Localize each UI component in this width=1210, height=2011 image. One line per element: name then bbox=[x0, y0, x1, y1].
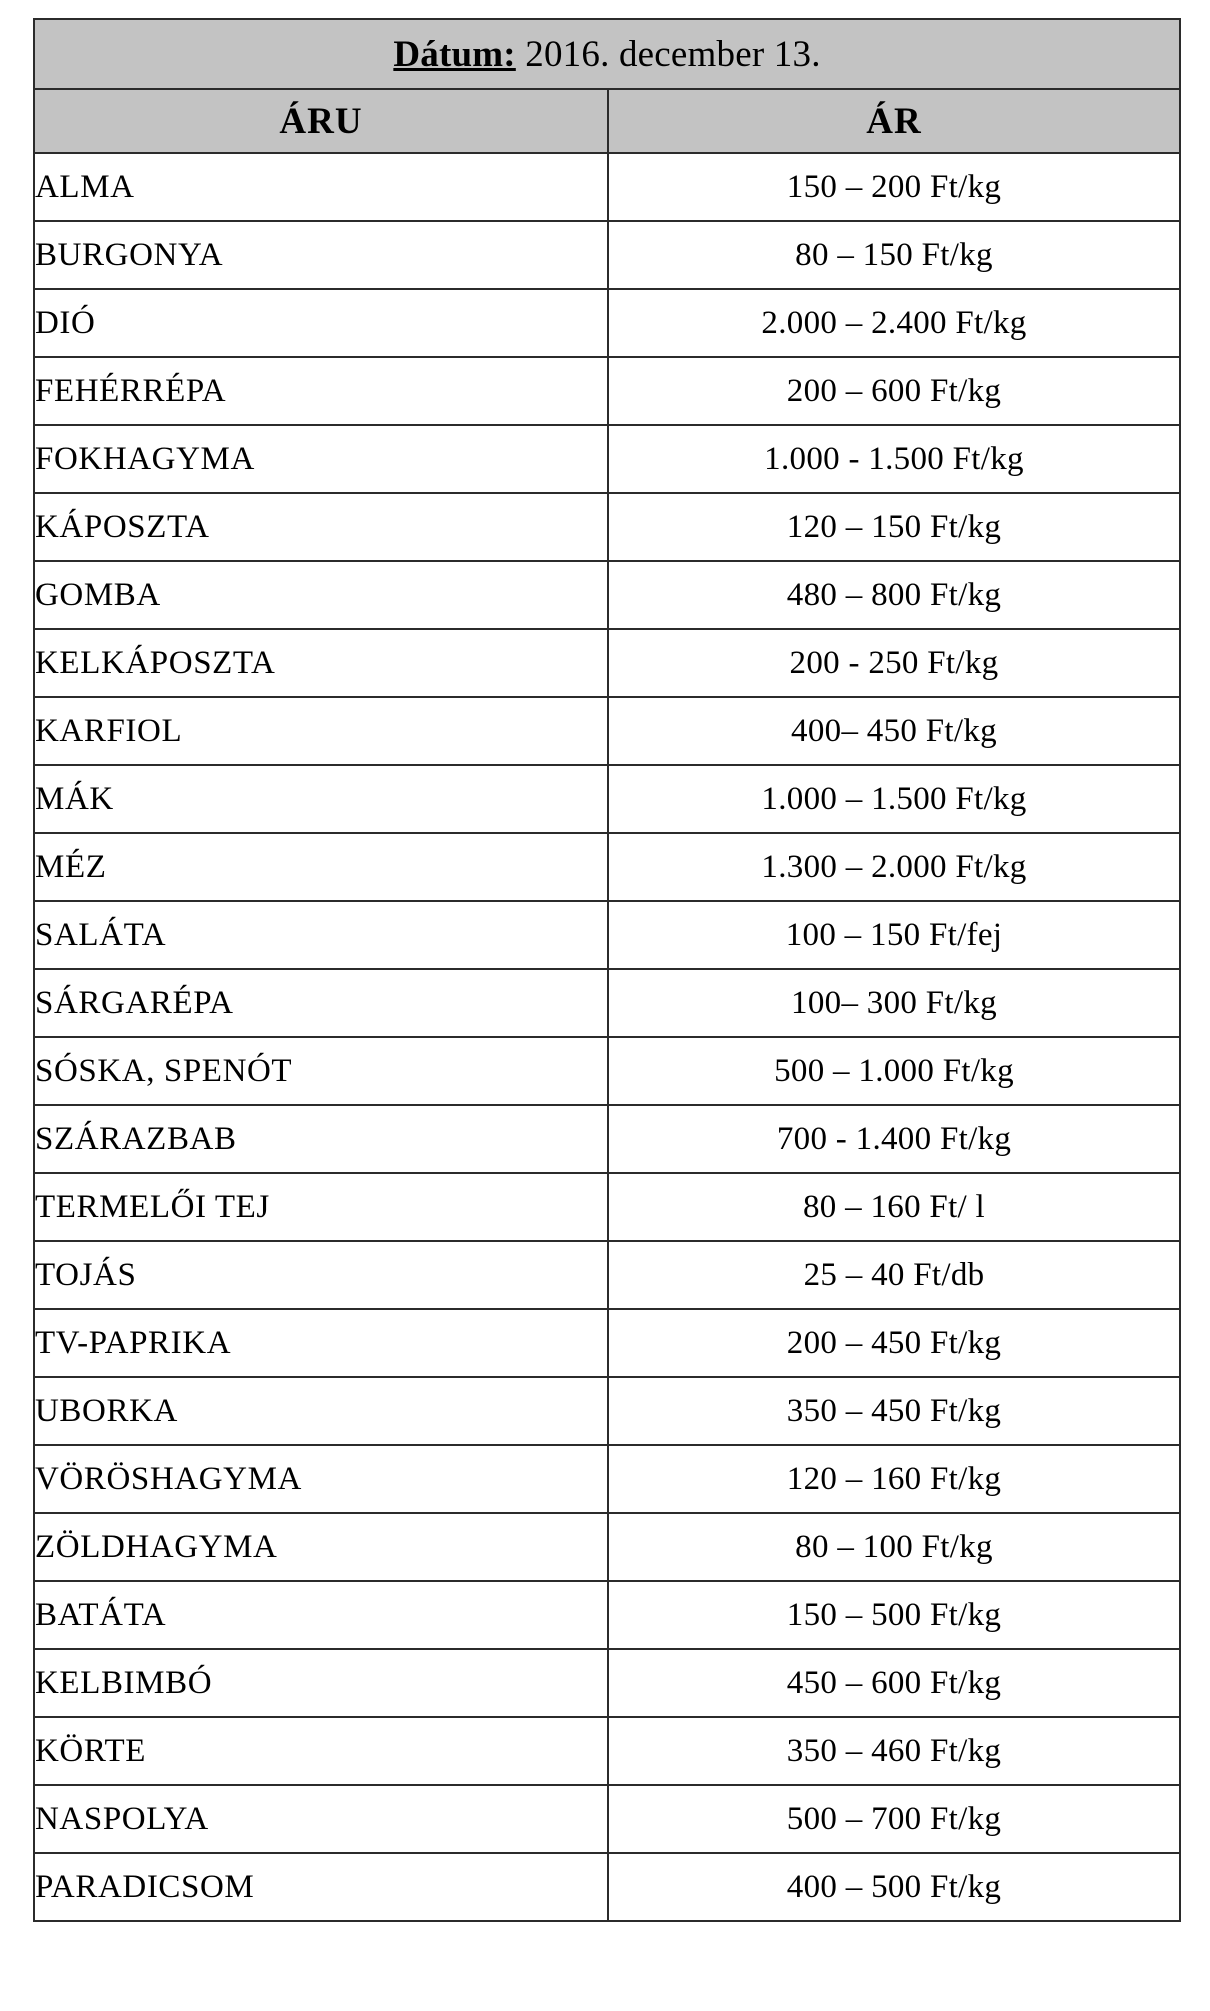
goods-name: ALMA bbox=[34, 153, 608, 221]
goods-price: 400– 450 Ft/kg bbox=[608, 697, 1180, 765]
goods-price: 450 – 600 Ft/kg bbox=[608, 1649, 1180, 1717]
table-row bbox=[34, 357, 1180, 425]
goods-price: 2.000 – 2.400 Ft/kg bbox=[608, 289, 1180, 357]
goods-price: 25 – 40 Ft/db bbox=[608, 1241, 1180, 1309]
goods-name: SÁRGARÉPA bbox=[34, 969, 608, 1037]
goods-name: TERMELŐI TEJ bbox=[34, 1173, 608, 1241]
goods-price: 350 – 450 Ft/kg bbox=[608, 1377, 1180, 1445]
goods-name: KARFIOL bbox=[34, 697, 608, 765]
table-row bbox=[34, 1037, 1180, 1105]
table-row bbox=[34, 1377, 1180, 1445]
goods-name: PARADICSOM bbox=[34, 1853, 608, 1921]
table-row bbox=[34, 969, 1180, 1037]
goods-price: 80 – 100 Ft/kg bbox=[608, 1513, 1180, 1581]
goods-price: 500 – 1.000 Ft/kg bbox=[608, 1037, 1180, 1105]
goods-price: 200 - 250 Ft/kg bbox=[608, 629, 1180, 697]
table-row bbox=[34, 765, 1180, 833]
goods-name: KÁPOSZTA bbox=[34, 493, 608, 561]
goods-name: KELKÁPOSZTA bbox=[34, 629, 608, 697]
table-row bbox=[34, 901, 1180, 969]
table-row bbox=[34, 1513, 1180, 1581]
column-header-goods: ÁRU bbox=[34, 89, 608, 153]
table-row bbox=[34, 153, 1180, 221]
date-label: Dátum: bbox=[393, 33, 516, 75]
goods-name: MÁK bbox=[34, 765, 608, 833]
goods-name: ZÖLDHAGYMA bbox=[34, 1513, 608, 1581]
table-row bbox=[34, 1241, 1180, 1309]
table-body bbox=[34, 19, 1180, 1921]
table-row bbox=[34, 289, 1180, 357]
goods-name: FEHÉRRÉPA bbox=[34, 357, 608, 425]
table-row bbox=[34, 425, 1180, 493]
goods-price: 1.000 - 1.500 Ft/kg bbox=[608, 425, 1180, 493]
date-value: 2016. december 13. bbox=[525, 33, 821, 75]
goods-name: TV-PAPRIKA bbox=[34, 1309, 608, 1377]
table-row bbox=[34, 1853, 1180, 1921]
goods-price: 100– 300 Ft/kg bbox=[608, 969, 1180, 1037]
goods-price: 200 – 600 Ft/kg bbox=[608, 357, 1180, 425]
table-row bbox=[34, 629, 1180, 697]
goods-price: 150 – 500 Ft/kg bbox=[608, 1581, 1180, 1649]
goods-price: 480 – 800 Ft/kg bbox=[608, 561, 1180, 629]
date-row bbox=[34, 19, 1180, 89]
goods-price: 120 – 160 Ft/kg bbox=[608, 1445, 1180, 1513]
goods-price: 80 – 160 Ft/ l bbox=[608, 1173, 1180, 1241]
table-row bbox=[34, 1581, 1180, 1649]
goods-name: SALÁTA bbox=[34, 901, 608, 969]
goods-name: UBORKA bbox=[34, 1377, 608, 1445]
goods-price: 150 – 200 Ft/kg bbox=[608, 153, 1180, 221]
goods-name: BURGONYA bbox=[34, 221, 608, 289]
goods-name: KELBIMBÓ bbox=[34, 1649, 608, 1717]
table-row bbox=[34, 221, 1180, 289]
goods-name: MÉZ bbox=[34, 833, 608, 901]
goods-name: TOJÁS bbox=[34, 1241, 608, 1309]
goods-name: FOKHAGYMA bbox=[34, 425, 608, 493]
goods-price: 1.000 – 1.500 Ft/kg bbox=[608, 765, 1180, 833]
goods-name: VÖRÖSHAGYMA bbox=[34, 1445, 608, 1513]
goods-price: 500 – 700 Ft/kg bbox=[608, 1785, 1180, 1853]
goods-price: 200 – 450 Ft/kg bbox=[608, 1309, 1180, 1377]
goods-price: 80 – 150 Ft/kg bbox=[608, 221, 1180, 289]
table-row bbox=[34, 493, 1180, 561]
goods-price: 120 – 150 Ft/kg bbox=[608, 493, 1180, 561]
goods-name: NASPOLYA bbox=[34, 1785, 608, 1853]
date-cell bbox=[34, 19, 1180, 89]
table-row bbox=[34, 1105, 1180, 1173]
goods-price: 350 – 460 Ft/kg bbox=[608, 1717, 1180, 1785]
goods-name: KÖRTE bbox=[34, 1717, 608, 1785]
header-row bbox=[34, 89, 1180, 153]
goods-name: SÓSKA, SPENÓT bbox=[34, 1037, 608, 1105]
goods-price: 1.300 – 2.000 Ft/kg bbox=[608, 833, 1180, 901]
goods-price: 100 – 150 Ft/fej bbox=[608, 901, 1180, 969]
table-row bbox=[34, 697, 1180, 765]
goods-price: 700 - 1.400 Ft/kg bbox=[608, 1105, 1180, 1173]
table-row bbox=[34, 561, 1180, 629]
table-row bbox=[34, 1309, 1180, 1377]
column-header-price: ÁR bbox=[608, 89, 1180, 153]
goods-name: SZÁRAZBAB bbox=[34, 1105, 608, 1173]
goods-price: 400 – 500 Ft/kg bbox=[608, 1853, 1180, 1921]
table-row bbox=[34, 1649, 1180, 1717]
table-row bbox=[34, 1717, 1180, 1785]
table-row bbox=[34, 833, 1180, 901]
goods-name: GOMBA bbox=[34, 561, 608, 629]
table-row bbox=[34, 1173, 1180, 1241]
table-row bbox=[34, 1785, 1180, 1853]
price-list-table bbox=[33, 18, 1181, 1922]
table-row bbox=[34, 1445, 1180, 1513]
goods-name: DIÓ bbox=[34, 289, 608, 357]
goods-name: BATÁTA bbox=[34, 1581, 608, 1649]
